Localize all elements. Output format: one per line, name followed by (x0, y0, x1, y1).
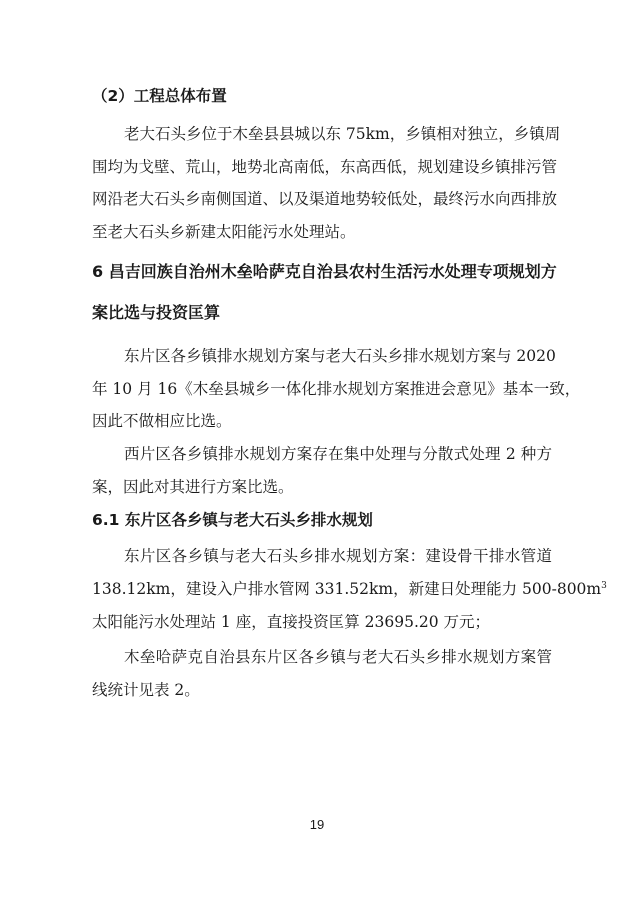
paragraph-line: 东片区各乡镇排水规划方案与老大石头乡排水规划方案与 2020 (124, 347, 556, 365)
layout-heading: （2）工程总体布置 (92, 87, 227, 105)
paragraph-line: 网沿老大石头乡南侧国道、以及渠道地势较低处，最终污水向西排放 (92, 190, 558, 208)
paragraph-line: 围均为戈壁、荒山，地势北高南低，东高西低，规划建设乡镇排污管 (92, 158, 558, 176)
chapter-heading-line: 6 昌吉回族自治州木垒哈萨克自治县农村生活污水处理专项规划方 (92, 262, 557, 281)
plan-capacity-text: 138.12km，建设入户排水管网 331.52km，新建日处理能力 500-800m (92, 580, 602, 598)
paragraph-line: 年 10 月 16《木垒县城乡一体化排水规划方案推进会意见》基本一致， (92, 380, 581, 398)
paragraph-line: 案，因此对其进行方案比选。 (92, 478, 294, 496)
paragraph-line: 老大石头乡位于木垒县县城以东 75km，乡镇相对独立，乡镇周 (124, 125, 561, 143)
chapter-heading-line: 案比选与投资匡算 (92, 303, 221, 322)
page-number: 19 (309, 817, 325, 832)
section-6-1-heading: 6.1 东片区各乡镇与老大石头乡排水规划 (92, 511, 373, 529)
paragraph-line: 因此不做相应比选。 (92, 412, 232, 430)
paragraph-line (92, 578, 607, 600)
paragraph-line: 太阳能污水处理站 1 座，直接投资匡算 23695.20 万元； (92, 613, 491, 631)
paragraph-line: 线统计见表 2。 (92, 681, 200, 699)
paragraph-line: 西片区各乡镇排水规划方案存在集中处理与分散式处理 2 种方 (124, 445, 552, 463)
paragraph-line: 东片区各乡镇与老大石头乡排水规划方案：建设骨干排水管道 (124, 547, 552, 565)
paragraph-line: 至老大石头乡新建太阳能污水处理站。 (92, 223, 356, 241)
paragraph-line: 木垒哈萨克自治县东片区各乡镇与老大石头乡排水规划方案管 (124, 648, 552, 666)
superscript-exponent: 3 (601, 580, 607, 591)
